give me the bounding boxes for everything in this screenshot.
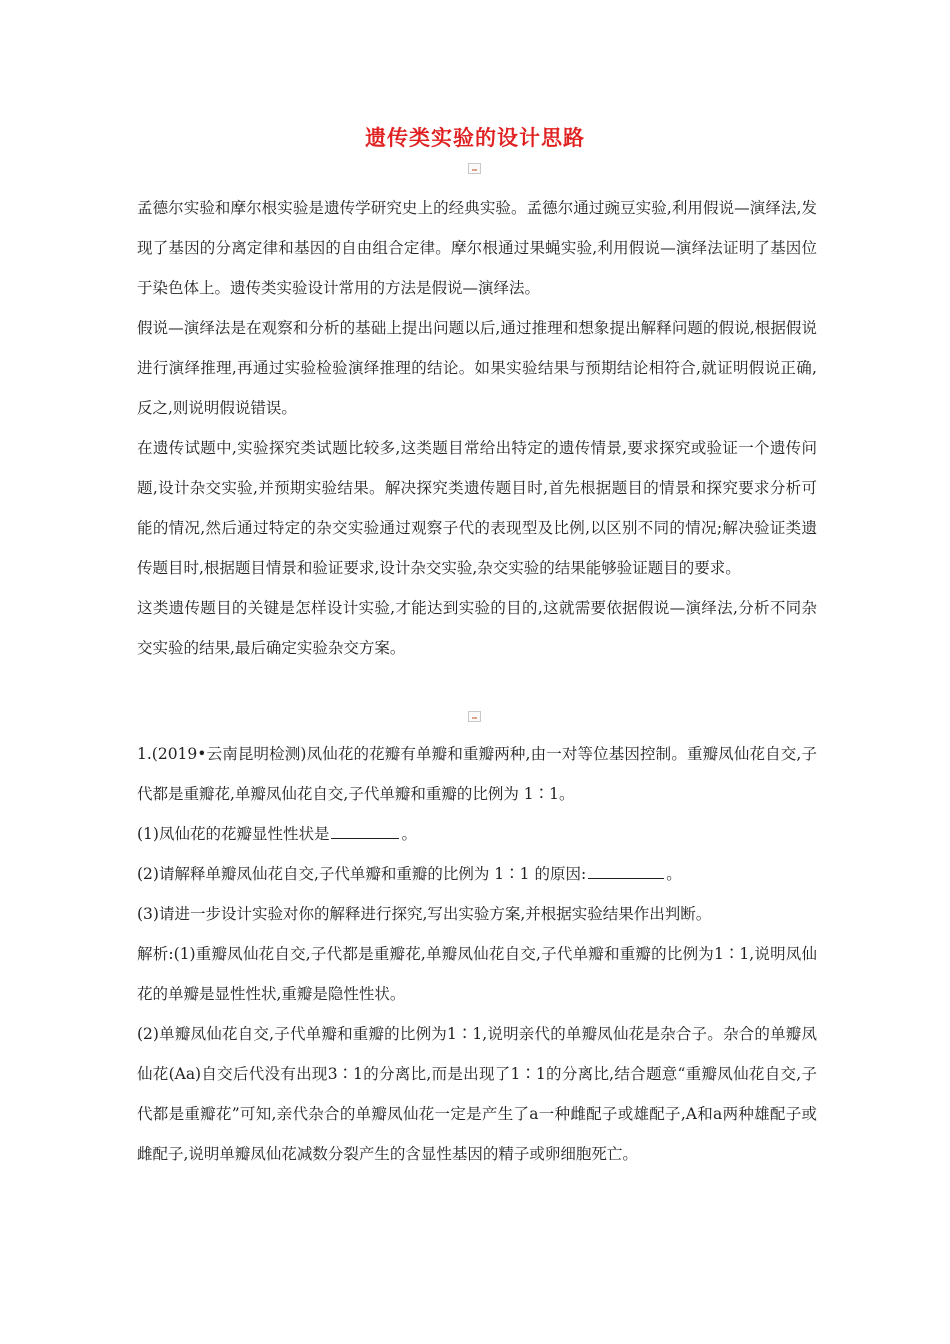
question-part-2 bbox=[137, 854, 817, 894]
question-part-1 bbox=[137, 814, 817, 854]
question-section bbox=[137, 734, 817, 1174]
broken-image-icon bbox=[468, 711, 481, 722]
question-part-3: (3)请进一步设计实验对你的解释进行探究,写出实验方案,并根据实验结果作出判断。 bbox=[137, 905, 712, 923]
question-part-1-end: 。 bbox=[401, 825, 417, 843]
question-part-1-text: (1)凤仙花的花瓣显性性状是 bbox=[137, 825, 330, 843]
analysis-part-2: (2)单瓣凤仙花自交,子代单瓣和重瓣的比例为1∶1,说明亲代的单瓣凤仙花是杂合子。杂合的单瓣凤仙花(Aa)自交后代没有出现3∶1的分离比,而是出现了1∶1的分离比,结合题意“重瓣凤仙花自交,子代都是重瓣花”可知,亲代杂合的单瓣凤仙花一定是产生了a一种雌配子或雄配子,A和a两种雄配子或雌配子,说明单瓣凤仙花减数分裂产生的含显性基因的精子或卵细胞死亡。 bbox=[137, 1025, 817, 1163]
answer-blank bbox=[588, 877, 664, 879]
question-part-2-end: 。 bbox=[666, 865, 682, 883]
question-part-2-text: (2)请解释单瓣凤仙花自交,子代单瓣和重瓣的比例为 1∶1 的原因: bbox=[137, 865, 587, 883]
intro-paragraph-3: 在遗传试题中,实验探究类试题比较多,这类题目常给出特定的遗传情景,要求探究或验证一个遗传问题,设计杂交实验,并预期实验结果。解决探究类遗传题目时,首先根据题目的情景和探究要求分析可能的情况,然后通过特定的杂交实验通过观察子代的表现型及比例,以区别不同的情况;解决验证类遗传题目时,根据题目情景和验证要求,设计杂交实验,杂交实验的结果能够验证题目的要求。 bbox=[137, 439, 817, 577]
page-title: 遗传类实验的设计思路 bbox=[365, 126, 585, 150]
answer-blank bbox=[331, 837, 399, 839]
question-stem: 1.(2019•云南昆明检测)凤仙花的花瓣有单瓣和重瓣两种,由一对等位基因控制。重瓣凤仙花自交,子代都是重瓣花,单瓣凤仙花自交,子代单瓣和重瓣的比例为 1∶1。 bbox=[137, 745, 817, 803]
intro-paragraph-2: 假说—演绎法是在观察和分析的基础上提出问题以后,通过推理和想象提出解释问题的假说,根据假说进行演绎推理,再通过实验检验演绎推理的结论。如果实验结果与预期结论相符合,就证明假说正确,反之,则说明假说错误。 bbox=[137, 319, 817, 417]
broken-image-icon bbox=[468, 163, 481, 174]
intro-paragraph-1: 孟德尔实验和摩尔根实验是遗传学研究史上的经典实验。孟德尔通过豌豆实验,利用假说—演绎法,发现了基因的分离定律和基因的自由组合定律。摩尔根通过果蝇实验,利用假说—演绎法证明了基因位于染色体上。遗传类实验设计常用的方法是假说—演绎法。 bbox=[137, 199, 817, 297]
intro-paragraph-4: 这类遗传题目的关键是怎样设计实验,才能达到实验的目的,这就需要依据假说—演绎法,分析不同杂交实验的结果,最后确定实验杂交方案。 bbox=[137, 599, 817, 657]
intro-section bbox=[137, 188, 817, 668]
analysis-part-1: 解析:(1)重瓣凤仙花自交,子代都是重瓣花,单瓣凤仙花自交,子代单瓣和重瓣的比例为1∶1,说明凤仙花的单瓣是显性性状,重瓣是隐性性状。 bbox=[137, 945, 817, 1003]
